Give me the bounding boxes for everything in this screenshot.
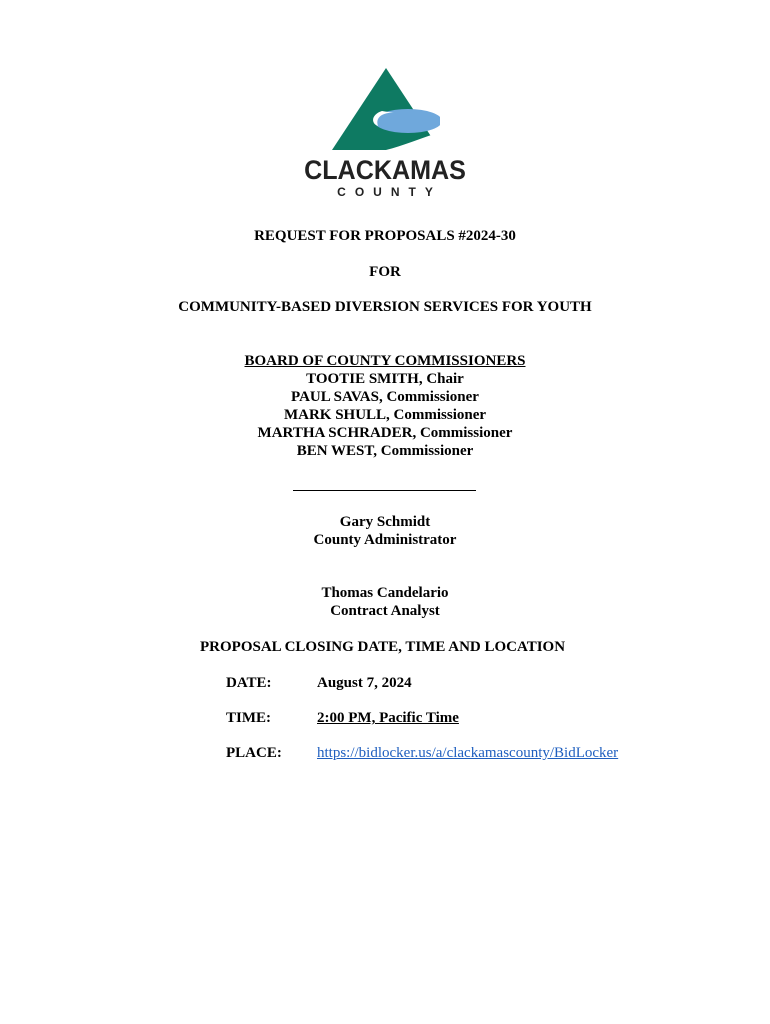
closing-heading: PROPOSAL CLOSING DATE, TIME AND LOCATION — [200, 639, 566, 655]
time-label: TIME: — [226, 710, 271, 726]
board-member: BEN WEST, Commissioner — [296, 443, 474, 459]
date-label: DATE: — [226, 675, 272, 691]
logo-wordmark: CLACKAMAS — [304, 155, 466, 185]
administrator-name: Gary Schmidt — [339, 514, 431, 530]
administrator-title: County Administrator — [313, 532, 457, 548]
date-value: August 7, 2024 — [317, 675, 412, 691]
analyst-title: Contract Analyst — [330, 603, 440, 619]
board-member: MARK SHULL, Commissioner — [283, 407, 487, 423]
clackamas-logo-icon — [330, 66, 440, 158]
county-logo — [290, 66, 480, 199]
bidlocker-link[interactable]: https://bidlocker.us/a/clackamascounty/BidLocker — [317, 745, 619, 761]
logo-subtitle: COUNTY — [337, 185, 442, 199]
board-member: PAUL SAVAS, Commissioner — [291, 389, 479, 405]
rfp-title: REQUEST FOR PROPOSALS #2024-30 — [254, 228, 516, 244]
place-label: PLACE: — [226, 745, 282, 761]
analyst-name: Thomas Candelario — [321, 585, 449, 601]
board-heading: BOARD OF COUNTY COMMISSIONERS — [244, 353, 526, 369]
signature-line — [293, 490, 476, 491]
time-value: 2:00 PM, Pacific Time — [317, 710, 459, 726]
board-member: MARTHA SCHRADER, Commissioner — [257, 425, 513, 441]
rfp-for: FOR — [369, 264, 401, 280]
rfp-subject: COMMUNITY-BASED DIVERSION SERVICES FOR YOUTH — [178, 299, 592, 315]
board-member: TOOTIE SMITH, Chair — [306, 371, 464, 387]
